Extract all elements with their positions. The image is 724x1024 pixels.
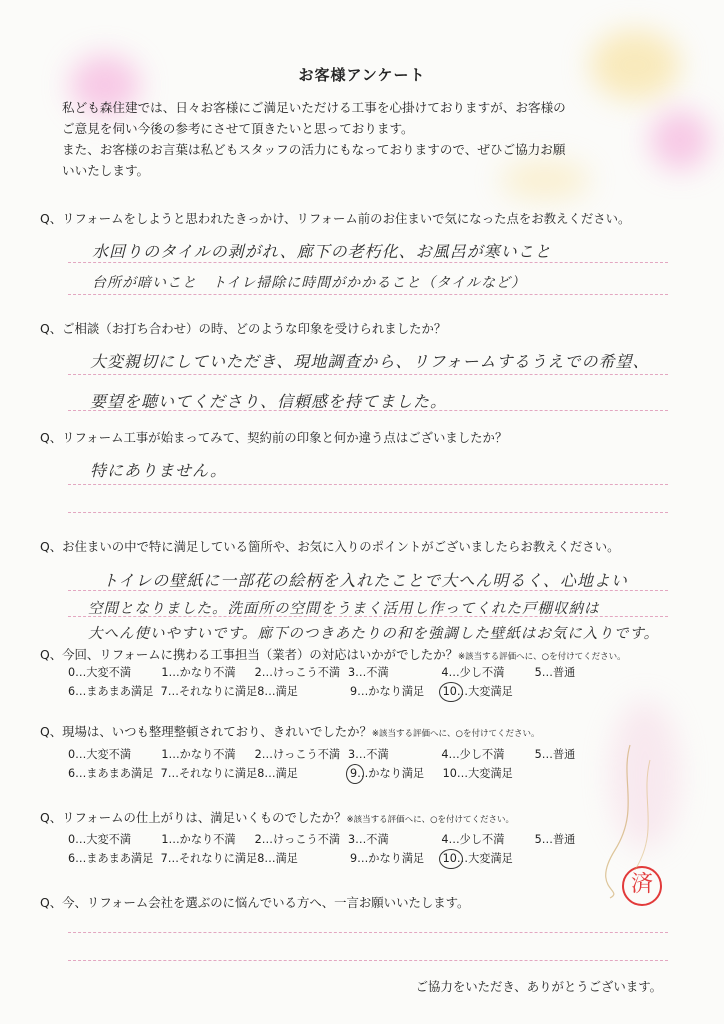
pencil-scribble bbox=[590, 740, 670, 900]
rating-option[interactable]: 4…少し不満 bbox=[441, 666, 505, 679]
question-label: Q、リフォーム工事が始まってみて、契約前の印象と何か違う点はございましたか？ bbox=[40, 430, 508, 445]
rating-option[interactable]: 6…まあまあ満足 bbox=[68, 767, 154, 780]
rating-note: ※該当する評価へに、○を付けてください。 bbox=[371, 729, 540, 739]
rating-option[interactable]: 3…不満 bbox=[348, 833, 389, 846]
rating-option[interactable]: 1…かなり不満 bbox=[161, 833, 236, 846]
rating-option[interactable]: 1…かなり不満 bbox=[161, 666, 236, 679]
rating-option[interactable]: 9…かなり満足 bbox=[350, 764, 443, 783]
page-title: お客様アンケート bbox=[298, 66, 426, 84]
rating-option[interactable]: 3…不満 bbox=[348, 666, 389, 679]
answer-line bbox=[68, 960, 668, 961]
rating-option[interactable]: 5…普通 bbox=[534, 666, 576, 679]
question-label: Q、ご相談（お打ち合わせ）の時、どのような印象を受けられましたか？ bbox=[40, 321, 447, 336]
rating-option[interactable]: 3…不満 bbox=[348, 748, 389, 761]
rating-question-text: Q、現場は、いつも整理整頓されており、きれいでしたか？ bbox=[40, 724, 372, 739]
answer-line bbox=[68, 932, 668, 933]
rating-row bbox=[68, 830, 628, 849]
answer-line bbox=[68, 374, 668, 375]
intro-line: いいたします。 bbox=[62, 163, 150, 178]
rating-option[interactable]: 7…それなりに満足 bbox=[160, 852, 258, 865]
handwritten-answer: 台所が暗いこと トイレ掃除に時間がかかること（タイルなど） bbox=[92, 275, 527, 291]
rating-scale bbox=[68, 830, 628, 868]
rating-option[interactable]: 10…大変満足 bbox=[443, 849, 536, 868]
handwritten-answer: 大へん使いやすいです。廊下のつきあたりの和を強調した壁紙はお気に入りです。 bbox=[88, 626, 660, 642]
stamp-text: 済 bbox=[630, 872, 653, 897]
rating-option[interactable]: 9…かなり満足 bbox=[349, 685, 425, 698]
question-label: Q、今、リフォーム会社を選ぶのに悩んでいる方へ、一言お願いいたします。 bbox=[40, 895, 470, 910]
rating-row bbox=[68, 663, 628, 682]
rating-option[interactable]: 6…まあまあ満足 bbox=[68, 685, 154, 698]
rating-option[interactable]: 10…大変満足 bbox=[442, 767, 513, 780]
question-label: Q、お住まいの中で特に満足している箇所や、お気に入りのポイントがございましたらお教えください。 bbox=[40, 539, 620, 554]
intro-line: また、お客様のお言葉は私どもスタッフの活力にもなっておりますので、ぜひご協力お願 bbox=[62, 142, 566, 157]
handwritten-answer: トイレの壁紙に一部花の絵柄を入れたことで大へん明るく、心地よい bbox=[102, 571, 628, 590]
answer-line bbox=[68, 410, 668, 411]
rating-option[interactable]: 10…大変満足 bbox=[443, 682, 536, 701]
rating-option[interactable]: 2…けっこう不満 bbox=[254, 748, 341, 761]
rating-option[interactable]: 0…大変不満 bbox=[68, 833, 132, 846]
rating-question-label bbox=[40, 808, 514, 826]
intro-text bbox=[62, 97, 682, 181]
rating-question-label bbox=[40, 645, 626, 663]
rating-option[interactable]: 8…満足 bbox=[257, 852, 298, 865]
rating-note: ※該当する評価へに、○を付けてください。 bbox=[458, 652, 626, 662]
rating-option[interactable]: 1…かなり不満 bbox=[161, 748, 236, 761]
rating-row bbox=[68, 745, 628, 764]
rating-option[interactable]: 7…それなりに満足 bbox=[160, 685, 258, 698]
answer-line bbox=[68, 512, 668, 513]
rating-question-text: Q、今回、リフォームに携わる工事担当（業者）の対応はいかがでしたか？ bbox=[40, 647, 459, 662]
handwritten-answer: 空間となりました。洗面所の空間をうまく活用し作ってくれた戸棚収納は bbox=[88, 601, 600, 617]
rating-question-text: Q、リフォームの仕上がりは、満足いくものでしたか？ bbox=[40, 810, 347, 825]
closing-text: ご協力をいただき、ありがとうございます。 bbox=[415, 979, 662, 994]
selected-circle-mark bbox=[439, 682, 463, 702]
rating-row bbox=[68, 764, 628, 783]
answer-line bbox=[68, 616, 668, 617]
rating-option[interactable]: 6…まあまあ満足 bbox=[68, 852, 154, 865]
handwritten-answer: 大変親切にしていただき、現地調査から、リフォームするうえでの希望、 bbox=[90, 352, 650, 371]
rating-scale bbox=[68, 663, 628, 701]
rating-option[interactable]: 8…満足 bbox=[257, 767, 298, 780]
rating-option[interactable]: 0…大変不満 bbox=[68, 748, 132, 761]
handwritten-answer: 要望を聴いてくださり、信頼感を持てました。 bbox=[90, 392, 448, 411]
rating-option[interactable]: 9…かなり満足 bbox=[349, 852, 425, 865]
rating-option[interactable]: 4…少し不満 bbox=[441, 748, 505, 761]
intro-line: ご意見を伺い今後の参考にさせて頂きたいと思っております。 bbox=[62, 121, 414, 136]
answer-line bbox=[68, 262, 668, 263]
rating-row bbox=[68, 682, 628, 701]
question-label: Q、リフォームをしようと思われたきっかけ、リフォーム前のお住まいで気になった点をお教えください。 bbox=[40, 211, 631, 226]
handwritten-answer: 水回りのタイルの剥がれ、廊下の老朽化、お風呂が寒いこと bbox=[92, 242, 552, 261]
rating-option[interactable]: 8…満足 bbox=[257, 685, 298, 698]
handwritten-answer: 特にありません。 bbox=[90, 461, 227, 480]
answer-line bbox=[68, 294, 668, 295]
rating-option[interactable]: 7…それなりに満足 bbox=[160, 767, 258, 780]
selected-circle-mark bbox=[439, 849, 463, 869]
rating-option[interactable]: 2…けっこう不満 bbox=[254, 833, 341, 846]
rating-note: ※該当する評価へに、○を付けてください。 bbox=[346, 815, 515, 825]
answer-line bbox=[68, 590, 668, 591]
rating-scale bbox=[68, 745, 628, 783]
rating-option[interactable]: 0…大変不満 bbox=[68, 666, 132, 679]
selected-circle-mark bbox=[346, 764, 364, 784]
rating-question-label bbox=[40, 722, 539, 740]
rating-row bbox=[68, 849, 628, 868]
rating-option[interactable]: 5…普通 bbox=[534, 833, 576, 846]
answer-line bbox=[68, 484, 668, 485]
rating-option[interactable]: 2…けっこう不満 bbox=[254, 666, 341, 679]
intro-line: 私ども森住建では、日々お客様にご満足いただける工事を心掛けておりますが、お客様の bbox=[62, 100, 566, 115]
rating-option[interactable]: 4…少し不満 bbox=[441, 833, 505, 846]
rating-option[interactable]: 5…普通 bbox=[534, 748, 576, 761]
